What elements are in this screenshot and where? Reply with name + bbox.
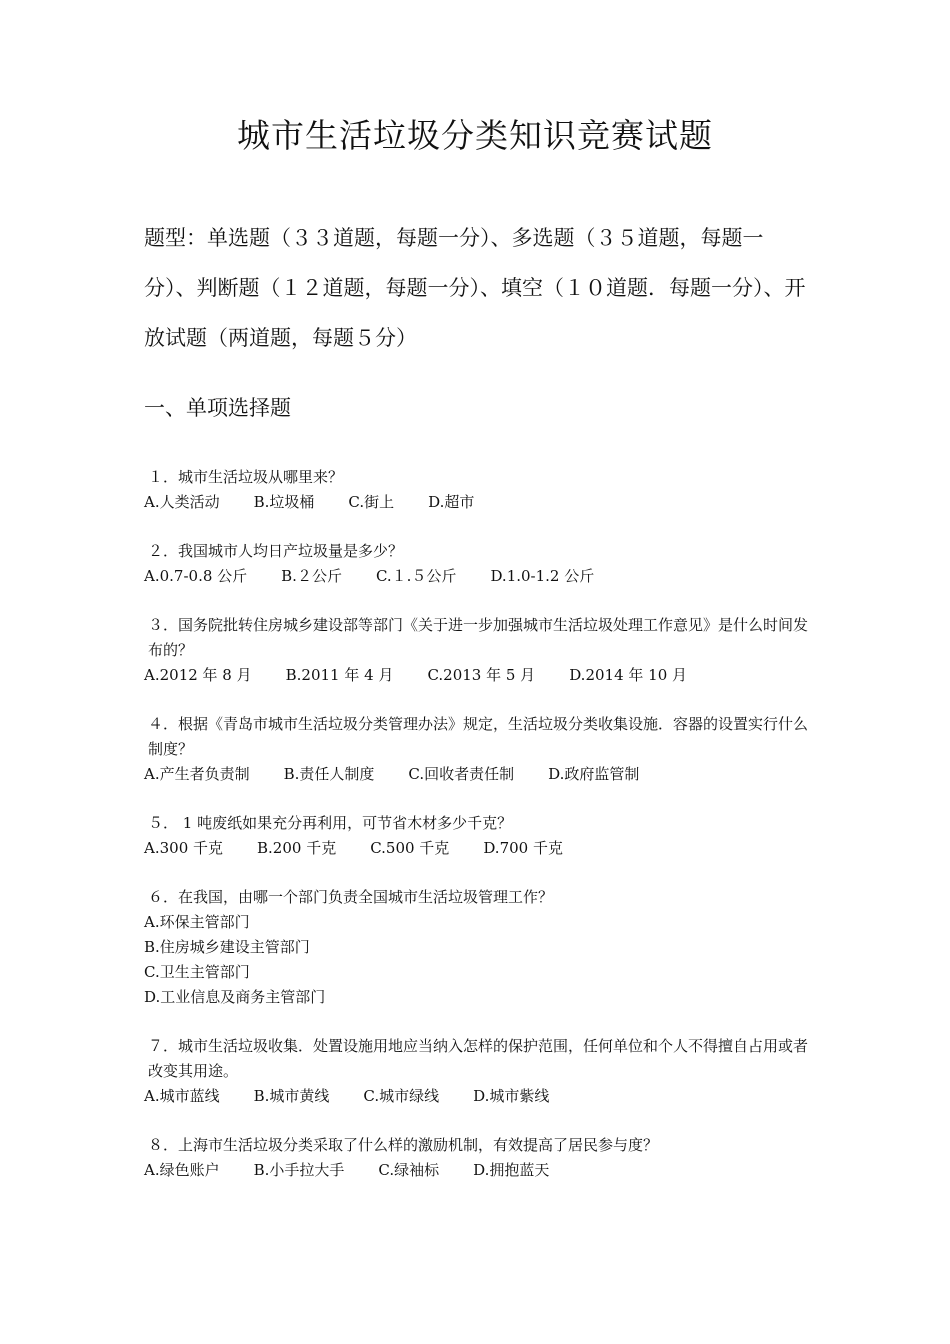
option: C.2013 年 5 月 (427, 666, 536, 684)
options-row (144, 1158, 812, 1183)
question-item (144, 1133, 812, 1183)
question-text: ５． 1 吨废纸如果充分再利用，可节省木材多少千克？ (148, 814, 513, 832)
question-text: ７．城市生活垃圾收集．处置设施用地应当纳入怎样的保护范围，任何单位和个人不得擅自占用或者改变其用途。 (148, 1037, 809, 1080)
question-types-intro: 题型：单选题（３３道题，每题一分）、多选题（３５道题，每题一分）、判断题（１２道题，每题一分）、填空（１０道题．每题一分）、开放试题（两道题，每题５分） (144, 226, 806, 350)
question-text: １．城市生活垃圾从哪里来？ (148, 468, 344, 486)
option: D.城市紫线 (473, 1087, 550, 1105)
options-row (144, 762, 812, 787)
question-item (144, 811, 812, 861)
option: A.产生者负责制 (144, 765, 250, 783)
question-item (144, 613, 812, 688)
question-text: ２．我国城市人均日产垃圾量是多少？ (148, 542, 404, 560)
option: A.2012 年 8 月 (144, 666, 252, 684)
options-row (144, 1084, 812, 1109)
option: C.卫生主管部门 (144, 963, 250, 981)
option: C.回收者责任制 (408, 765, 515, 783)
options-row (144, 663, 812, 688)
question-text: ４．根据《青岛市城市生活垃圾分类管理办法》规定，生活垃圾分类收集设施．容器的设置实行什么制度？ (148, 715, 809, 758)
option: C.500 千克 (370, 839, 450, 857)
option: C.街上 (348, 493, 395, 511)
option: D.1.0-1.2 公斤 (490, 567, 595, 585)
question-text: ８．上海市生活垃圾分类采取了什么样的激励机制，有效提高了居民参与度？ (148, 1136, 659, 1154)
option: A.人类活动 (144, 493, 220, 511)
option: C.１.５公斤 (375, 567, 457, 585)
option: D.2014 年 10 月 (569, 666, 688, 684)
question-item (144, 712, 812, 787)
option: B.垃圾桶 (253, 493, 315, 511)
question-item (144, 885, 812, 1010)
question-text: ６．在我国，由哪一个部门负责全国城市生活垃圾管理工作？ (148, 888, 554, 906)
option: B.２公斤 (281, 567, 342, 585)
option: B.2011 年 4 月 (285, 666, 394, 684)
option: C.城市绿线 (363, 1087, 440, 1105)
option: A.300 千克 (144, 839, 223, 857)
option: B.200 千克 (257, 839, 337, 857)
option: B.责任人制度 (283, 765, 375, 783)
option: D.700 千克 (483, 839, 563, 857)
options-row (144, 564, 812, 589)
option: D.工业信息及商务主管部门 (144, 988, 326, 1006)
document-title: 城市生活垃圾分类知识竞赛试题 (237, 116, 713, 155)
question-text: ３．国务院批转住房城乡建设部等部门《关于进一步加强城市生活垃圾处理工作意见》是什么时间发布的？ (148, 616, 809, 659)
options-row (144, 836, 812, 861)
option: B.小手拉大手 (253, 1161, 345, 1179)
question-item (144, 1034, 812, 1109)
option: A.城市蓝线 (144, 1087, 220, 1105)
options-list (144, 910, 812, 1010)
option: C.绿袖标 (378, 1161, 440, 1179)
option: D.政府监管制 (548, 765, 640, 783)
option: A.0.7-0.8 公斤 (144, 567, 248, 585)
question-item (144, 465, 812, 515)
option: B.住房城乡建设主管部门 (144, 938, 310, 956)
option: B.城市黄线 (253, 1087, 330, 1105)
section-heading: 一、单项选择题 (144, 396, 291, 420)
question-item (144, 539, 812, 589)
option: A.环保主管部门 (144, 913, 250, 931)
options-row (144, 490, 812, 515)
option: D.拥抱蓝天 (473, 1161, 550, 1179)
option: D.超市 (428, 493, 475, 511)
question-list (144, 465, 812, 1207)
option: A.绿色账户 (144, 1161, 220, 1179)
